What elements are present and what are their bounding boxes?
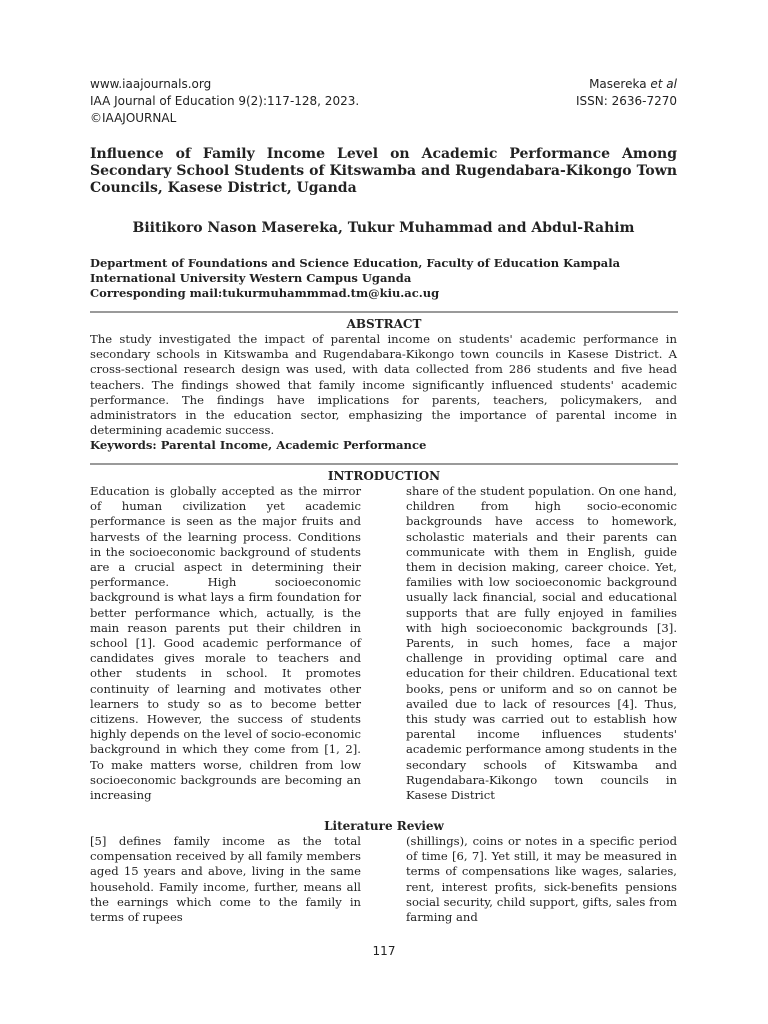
affiliation-line: International University Western Campus Uganda xyxy=(90,271,412,285)
keywords: Keywords: Parental Income, Academic Performance xyxy=(90,438,427,452)
corresponding-email: Corresponding mail:tukurmuhammmad.tm@kiu.ac.ug xyxy=(90,286,440,300)
abstract-heading: ABSTRACT xyxy=(346,317,422,331)
journal-issn: ISSN: 2636-7270 xyxy=(575,94,677,108)
running-author-name: Masereka xyxy=(589,77,647,91)
affiliation-block xyxy=(90,256,677,301)
journal-citation: IAA Journal of Education 9(2):117-128, 2023. xyxy=(90,94,360,108)
introduction-column-right: share of the student population. On one hand, children from high socio-economic backgrounds have access to homework, scholastic materials and their parents can communicate with them in English, guide them in decision making, career choice. Yet, families with low socioeconomic background usually lack financial, social and educational supports that are fully enjoyed in families with high socioeconomic backgrounds [3]. Parents, in such homes, face a major challenge in providing optimal care and education for their children. Educational text books, pens or uniform and so on cannot be availed due to lack of resources [4]. Thus, this study was carried out to establish how parental income influences students' academic performance among students in the secondary schools of Kitswamba and Rugendabara-Kikongo town councils in Kasese District xyxy=(406,484,677,803)
journal-website: www.iaajournals.org xyxy=(90,77,212,91)
abstract-body: The study investigated the impact of parental income on students' academic performance in secondary schools in Kitswamba and Rugendabara-Kikongo town councils in Kasese District. A cross-sectional research design was used, with data collected from 286 students and five head teachers. The findings showed that family income significantly influenced students' academic performance. The findings have implications for parents, teachers, policymakers, and administrators in the education sector, emphasizing the importance of parental income in determining academic success. xyxy=(90,332,677,438)
literature-review-column-left: [5] defines family income as the total compensation received by all family members aged 15 years and above, living in the same household. Family income, further, means all the earnings which come to the family in terms of rupees xyxy=(90,834,361,925)
literature-review-column-right: (shillings), coins or notes in a specific period of time [6, 7]. Yet still, it may be measured in terms of compensations like wages, salaries, rent, interest profits, sick-benefits pensions social security, child support, gifts, sales from farming and xyxy=(406,834,677,925)
journal-copyright: ©IAAJOURNAL xyxy=(90,111,177,125)
affiliation-line: Department of Foundations and Science Education, Faculty of Education Kampala xyxy=(90,256,621,270)
paper-authors: Biitikoro Nason Masereka, Tukur Muhammad and Abdul-Rahim xyxy=(132,220,635,236)
journal-header-left xyxy=(90,76,359,127)
divider-top xyxy=(90,311,678,313)
literature-review-heading: Literature Review xyxy=(324,819,444,833)
running-author xyxy=(576,76,677,93)
divider-bottom xyxy=(90,463,678,465)
introduction-heading: INTRODUCTION xyxy=(327,469,441,483)
journal-header-right xyxy=(576,76,677,110)
page-number: 117 xyxy=(372,944,396,958)
paper-title: Influence of Family Income Level on Academic Performance Among Secondary School Students of Kitswamba and Rugendabara-Kikongo Town Councils, Kasese District, Uganda xyxy=(90,146,677,196)
running-author-etal: et al xyxy=(650,77,677,91)
introduction-column-left: Education is globally accepted as the mirror of human civilization yet academic performance is seen as the major fruits and harvests of the learning process. Conditions in the socioeconomic background of students are a crucial aspect in determining their performance. High socioeconomic background is what lays a firm foundation for better performance which, actually, is the main reason parents put their children in school [1]. Good academic performance of candidates gives morale to teachers and other students in school. It promotes continuity of learning and motivates other learners to study so as to become better citizens. However, the success of students highly depends on the level of socio-economic background in which they come from [1, 2]. To make matters worse, children from low socioeconomic backgrounds are becoming an increasing xyxy=(90,484,361,803)
